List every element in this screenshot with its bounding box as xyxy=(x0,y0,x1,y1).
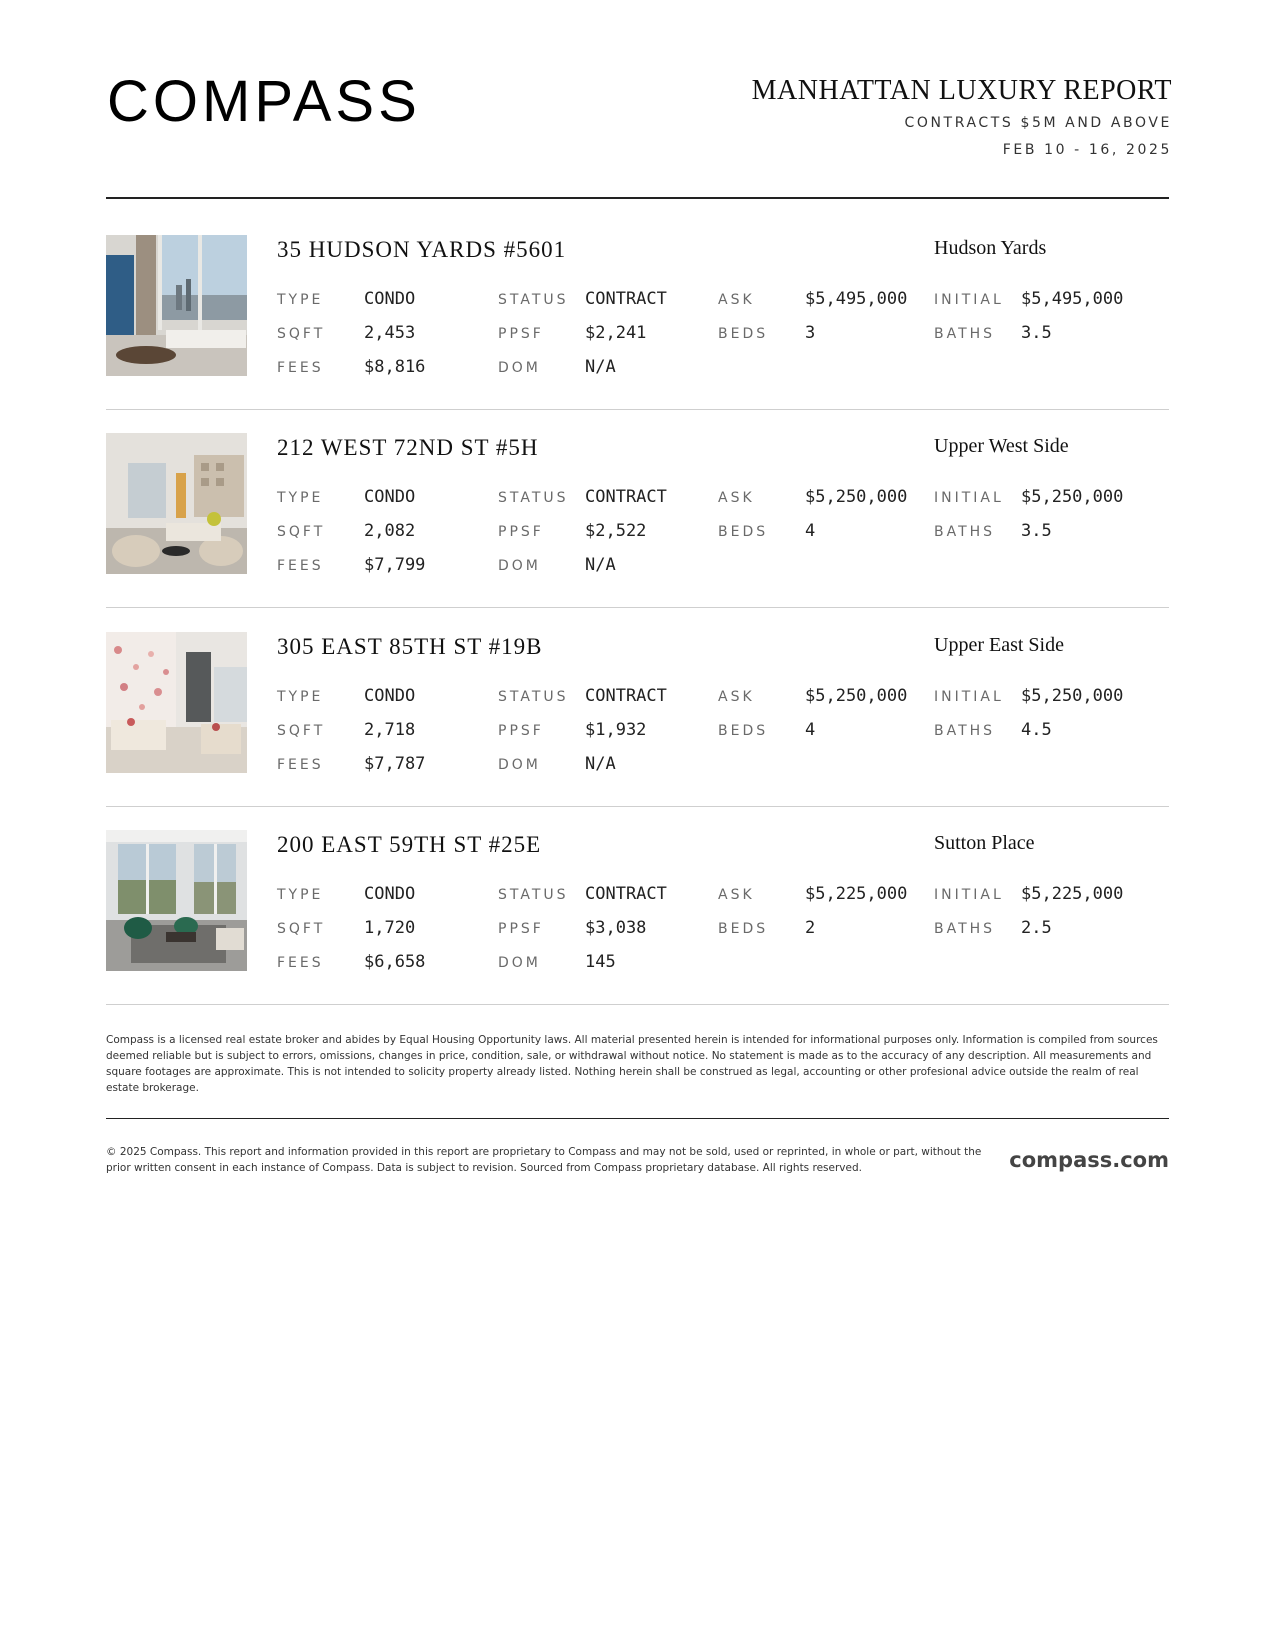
status-value: CONTRACT xyxy=(585,289,667,309)
baths-value: 2.5 xyxy=(1021,918,1052,938)
sqft-value: 2,082 xyxy=(364,521,416,541)
listing-neighborhood: Sutton Place xyxy=(934,832,1035,854)
ask-label: ASK xyxy=(718,292,755,308)
sqft-label: SQFT xyxy=(277,524,326,540)
fees-label: FEES xyxy=(277,558,324,574)
ask-value: $5,495,000 xyxy=(805,289,908,309)
type-label: TYPE xyxy=(277,887,324,903)
status-value: CONTRACT xyxy=(585,884,667,904)
listing-divider xyxy=(106,806,1169,807)
baths-label: BATHS xyxy=(934,723,996,739)
beds-label: BEDS xyxy=(718,921,769,937)
fees-value: $6,658 xyxy=(364,952,426,972)
sqft-value: 2,718 xyxy=(364,720,416,740)
report-subtitle: CONTRACTS $5M AND ABOVE xyxy=(904,115,1172,131)
dom-value: N/A xyxy=(585,754,616,774)
sqft-value: 1,720 xyxy=(364,918,416,938)
listing-address: 212 WEST 72ND ST #5H xyxy=(277,435,539,460)
initial-label: INITIAL xyxy=(934,490,1004,506)
listing-address: 35 HUDSON YARDS #5601 xyxy=(277,237,567,262)
status-value: CONTRACT xyxy=(585,487,667,507)
initial-value: $5,250,000 xyxy=(1021,487,1124,507)
listing-photo xyxy=(106,830,247,971)
disclaimer-text: Compass is a licensed real estate broker and abides by Equal Housing Opportunity laws. All material presented herein is intended for informational purposes only. Information is compiled from sources deemed reliable but is subject to errors, omissions, changes in price, condition, sale, or withdrawal without notice. No statement is made as to the accuracy of any description. All measurements and square footages are approximate. This is not intended to solicity property already listed. Nothing herein shall be construed as legal, accounting or other profesional advice outside the realm of real estate brokerage. xyxy=(106,1034,1158,1094)
listing-divider xyxy=(106,1004,1169,1005)
type-value: CONDO xyxy=(364,884,416,904)
type-value: CONDO xyxy=(364,487,416,507)
listing-photo xyxy=(106,632,247,773)
ask-label: ASK xyxy=(718,490,755,506)
fees-value: $7,787 xyxy=(364,754,426,774)
status-value: CONTRACT xyxy=(585,686,667,706)
status-label: STATUS xyxy=(498,490,569,506)
type-label: TYPE xyxy=(277,292,324,308)
type-label: TYPE xyxy=(277,689,324,705)
beds-value: 4 xyxy=(805,720,816,740)
listing-address: 200 EAST 59TH ST #25E xyxy=(277,832,542,857)
dom-label: DOM xyxy=(498,360,541,376)
ppsf-label: PPSF xyxy=(498,723,544,739)
ask-value: $5,250,000 xyxy=(805,686,908,706)
listing-photo xyxy=(106,433,247,574)
ppsf-value: $2,522 xyxy=(585,521,647,541)
ppsf-label: PPSF xyxy=(498,326,544,342)
beds-value: 3 xyxy=(805,323,816,343)
listing-neighborhood: Upper West Side xyxy=(934,435,1069,457)
baths-label: BATHS xyxy=(934,326,996,342)
initial-value: $5,250,000 xyxy=(1021,686,1124,706)
baths-label: BATHS xyxy=(934,921,996,937)
footer-divider xyxy=(106,1118,1169,1119)
status-label: STATUS xyxy=(498,887,569,903)
listing-card xyxy=(106,830,1169,1028)
listing-card xyxy=(106,235,1169,433)
baths-value: 3.5 xyxy=(1021,323,1052,343)
initial-value: $5,225,000 xyxy=(1021,884,1124,904)
status-label: STATUS xyxy=(498,689,569,705)
listing-neighborhood: Upper East Side xyxy=(934,634,1064,656)
fees-label: FEES xyxy=(277,955,324,971)
dom-label: DOM xyxy=(498,955,541,971)
ppsf-label: PPSF xyxy=(498,921,544,937)
dom-value: 145 xyxy=(585,952,616,972)
listing-card xyxy=(106,632,1169,830)
sqft-label: SQFT xyxy=(277,326,326,342)
sqft-value: 2,453 xyxy=(364,323,416,343)
type-value: CONDO xyxy=(364,289,416,309)
ask-value: $5,225,000 xyxy=(805,884,908,904)
type-value: CONDO xyxy=(364,686,416,706)
initial-label: INITIAL xyxy=(934,689,1004,705)
website-link[interactable]: compass.com xyxy=(1009,1148,1169,1172)
baths-label: BATHS xyxy=(934,524,996,540)
ask-value: $5,250,000 xyxy=(805,487,908,507)
dom-label: DOM xyxy=(498,757,541,773)
listing-address: 305 EAST 85TH ST #19B xyxy=(277,634,543,659)
compass-logo: COMPASS xyxy=(107,69,421,134)
listing-photo xyxy=(106,235,247,376)
ppsf-value: $2,241 xyxy=(585,323,647,343)
beds-value: 4 xyxy=(805,521,816,541)
fees-label: FEES xyxy=(277,757,324,773)
sqft-label: SQFT xyxy=(277,921,326,937)
listing-neighborhood: Hudson Yards xyxy=(934,237,1047,259)
baths-value: 3.5 xyxy=(1021,521,1052,541)
beds-value: 2 xyxy=(805,918,816,938)
ppsf-value: $3,038 xyxy=(585,918,647,938)
status-label: STATUS xyxy=(498,292,569,308)
fees-value: $8,816 xyxy=(364,357,426,377)
beds-label: BEDS xyxy=(718,524,769,540)
ask-label: ASK xyxy=(718,689,755,705)
dom-label: DOM xyxy=(498,558,541,574)
baths-value: 4.5 xyxy=(1021,720,1052,740)
beds-label: BEDS xyxy=(718,326,769,342)
report-title: MANHATTAN LUXURY REPORT xyxy=(751,75,1172,106)
header-divider xyxy=(106,197,1169,199)
ask-label: ASK xyxy=(718,887,755,903)
listing-divider xyxy=(106,607,1169,608)
beds-label: BEDS xyxy=(718,723,769,739)
ppsf-label: PPSF xyxy=(498,524,544,540)
dom-value: N/A xyxy=(585,555,616,575)
sqft-label: SQFT xyxy=(277,723,326,739)
report-date-range: FEB 10 - 16, 2025 xyxy=(1002,142,1172,158)
listing-card xyxy=(106,433,1169,631)
copyright-text: © 2025 Compass. This report and information provided in this report are proprietary to Compass and may not be sold, used or reprinted, in whole or part, without the prior written consent in each instance of Compass. Data is subject to revision. Sourced from Compass proprietary database. All rights reserved. xyxy=(106,1146,982,1174)
initial-value: $5,495,000 xyxy=(1021,289,1124,309)
fees-label: FEES xyxy=(277,360,324,376)
type-label: TYPE xyxy=(277,490,324,506)
ppsf-value: $1,932 xyxy=(585,720,647,740)
dom-value: N/A xyxy=(585,357,616,377)
initial-label: INITIAL xyxy=(934,292,1004,308)
initial-label: INITIAL xyxy=(934,887,1004,903)
listing-divider xyxy=(106,409,1169,410)
fees-value: $7,799 xyxy=(364,555,426,575)
